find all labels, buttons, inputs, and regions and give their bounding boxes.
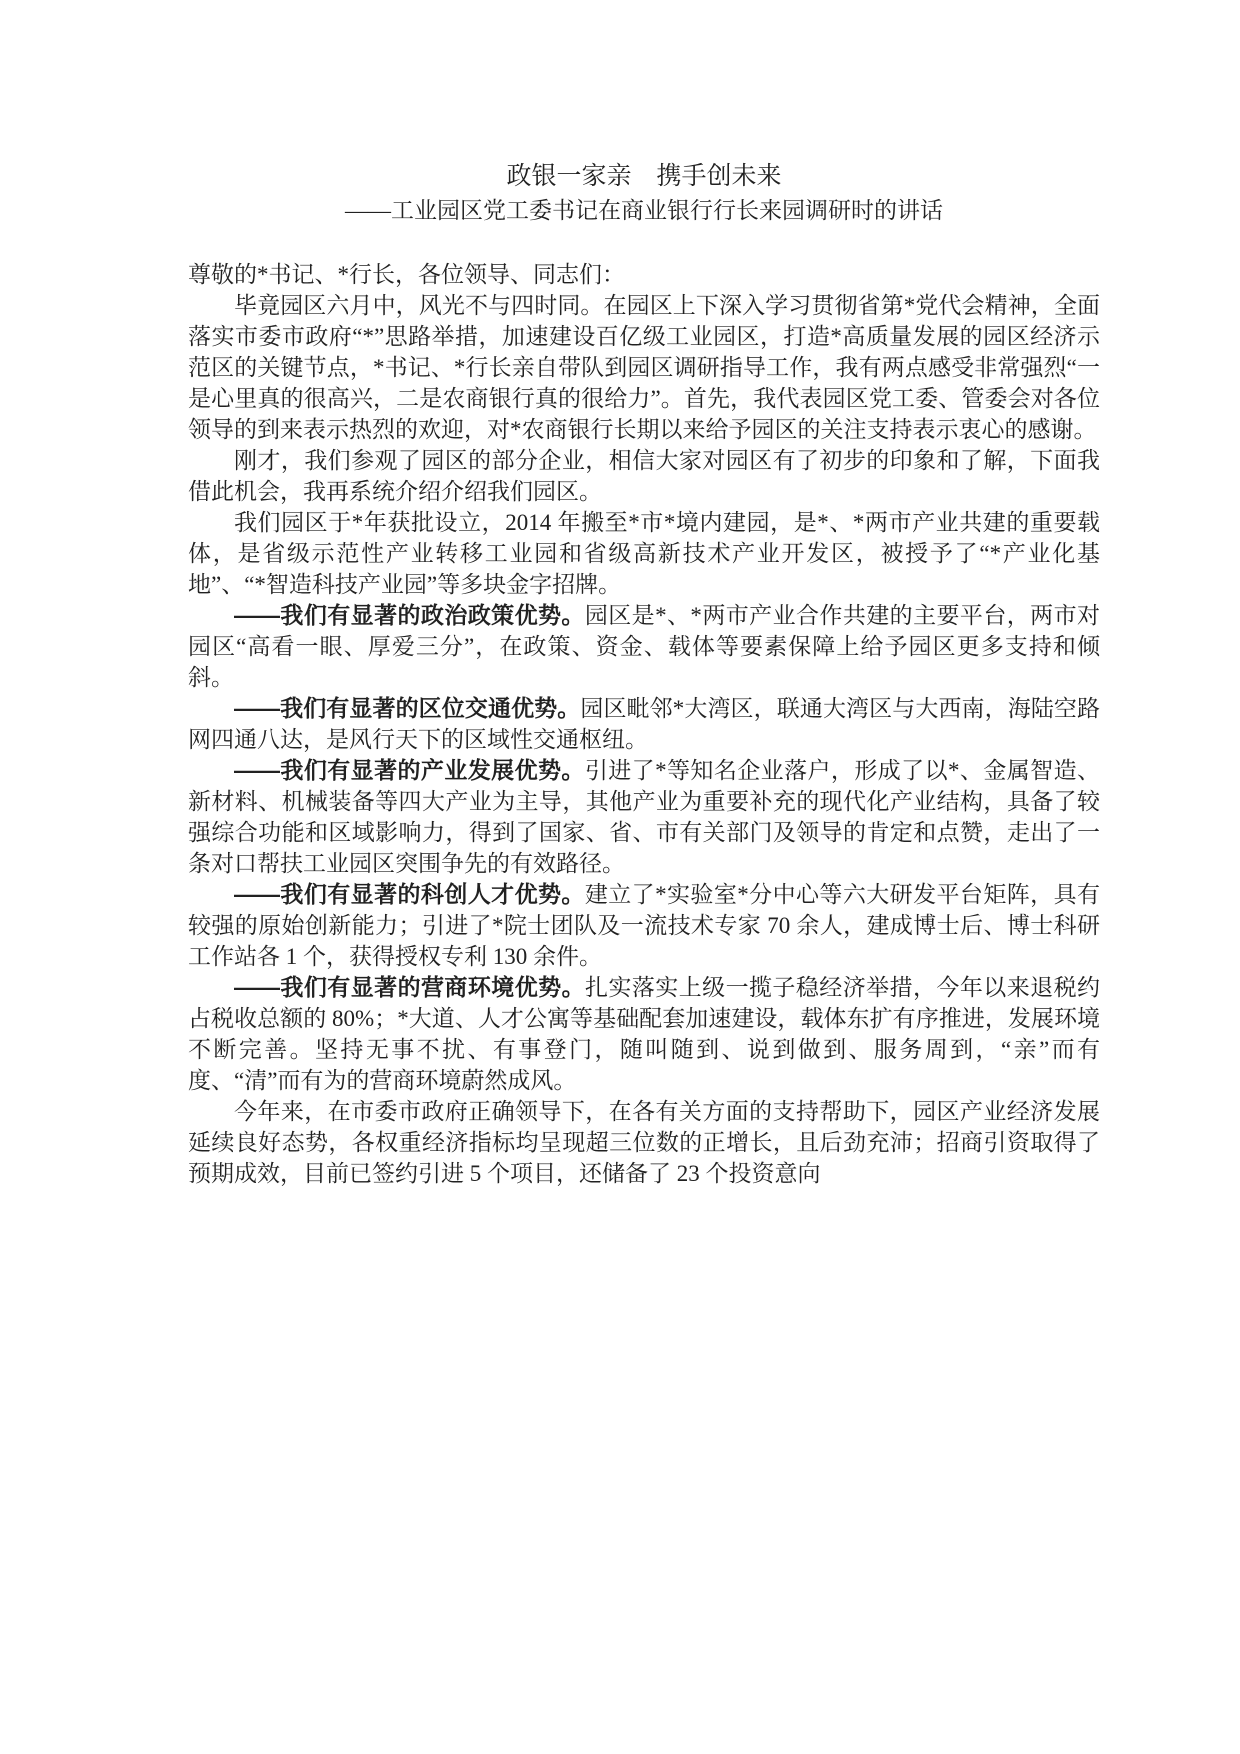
paragraph-text: 我们园区于*年获批设立，2014 年搬至*市*境内建园，是*、*两市产业共建的重要载体，是省级示范性产业转移工业园和省级高新技术产业开发区，被授予了“*产业化基地”、“*智造科技产业园”等多块金字招牌。 [188, 510, 1100, 597]
paragraph-text: 今年来，在市委市政府正确领导下，在各有关方面的支持帮助下，园区产业经济发展延续良好态势，各权重经济指标均呈现超三位数的正增长，且后劲充沛；招商引资取得了预期成效，目前已签约引进 5 个项目，还储备了 23 个投资意向 [188, 1099, 1100, 1186]
paragraph-economic-results [188, 1096, 1100, 1189]
paragraph-text: 园区毗邻*大湾区，联通大湾区与大西南，海陆空路网四通八达，是风行天下的区域性交通枢纽。 [188, 696, 1101, 752]
paragraph-industry-advantage [188, 755, 1100, 879]
paragraph-text: 引进了*等知名企业落户，形成了以*、金属智造、新材料、机械装备等四大产业为主导，其他产业为重要补充的现代化产业结构，具备了较强综合功能和区域影响力，得到了国家、省、市有关部门及领导的肯定和点赞，走出了一条对口帮扶工业园区突围争先的有效路径。 [188, 758, 1101, 876]
paragraph-policy-advantage [188, 600, 1100, 693]
paragraph-talent-advantage [188, 879, 1100, 972]
paragraph-lead: ——我们有显著的营商环境优势。 [234, 974, 585, 1000]
document-subtitle: ——工业园区党工委书记在商业银行行长来园调研时的讲话 [345, 198, 943, 223]
paragraph-text: 尊敬的*书记、*行长，各位领导、同志们： [188, 262, 625, 287]
paragraph-visit-recap [188, 445, 1100, 507]
paragraph-park-overview [188, 507, 1100, 600]
paragraph-lead: ——我们有显著的科创人才优势。 [234, 881, 585, 907]
paragraph-lead: ——我们有显著的政治政策优势。 [234, 602, 585, 628]
paragraph-location-advantage [188, 693, 1100, 755]
paragraph-text: 毕竟园区六月中，风光不与四时同。在园区上下深入学习贯彻省第*党代会精神，全面落实市委市政府“*”思路举措，加速建设百亿级工业园区，打造*高质量发展的园区经济示范区的关键节点，*书记、*行长亲自带队到园区调研指导工作，我有两点感受非常强烈“一是心里真的很高兴，二是农商银行真的很给力”。首先，我代表园区党工委、管委会对各位领导的到来表示热烈的欢迎，对*农商银行长期以来给予园区的关注支持表示衷心的感谢。 [188, 293, 1100, 442]
paragraph-lead: ——我们有显著的产业发展优势。 [234, 757, 585, 783]
paragraph-lead: ——我们有显著的区位交通优势。 [234, 695, 581, 721]
paragraph-business-environment-advantage [188, 972, 1100, 1096]
document-title: 政银一家亲 携手创未来 [506, 163, 782, 190]
paragraph-opening [188, 290, 1100, 445]
paragraph-text: 园区是*、*两市产业合作共建的主要平台，两市对园区“高看一眼、厚爱三分”，在政策、资金、载体等要素保障上给予园区更多支持和倾斜。 [188, 603, 1101, 690]
paragraph-salutation [188, 259, 1100, 290]
paragraph-text: 扎实落实上级一揽子稳经济举措，今年以来退税约占税收总额的 80%；*大道、人才公寓等基础配套加速建设，载体东扩有序推进，发展环境不断完善。坚持无事不扰、有事登门，随叫随到、说到做到、服务周到，“亲”而有度、“清”而有为的营商环境蔚然成风。 [188, 975, 1101, 1093]
paragraph-text: 刚才，我们参观了园区的部分企业，相信大家对园区有了初步的印象和了解，下面我借此机会，我再系统介绍介绍我们园区。 [188, 448, 1100, 504]
paragraph-text: 建立了*实验室*分中心等六大研发平台矩阵，具有较强的原始创新能力；引进了*院士团队及一流技术专家 70 余人，建成博士后、博士科研工作站各 1 个，获得授权专利 130 余件。 [188, 882, 1101, 969]
document-content [188, 160, 1100, 1189]
